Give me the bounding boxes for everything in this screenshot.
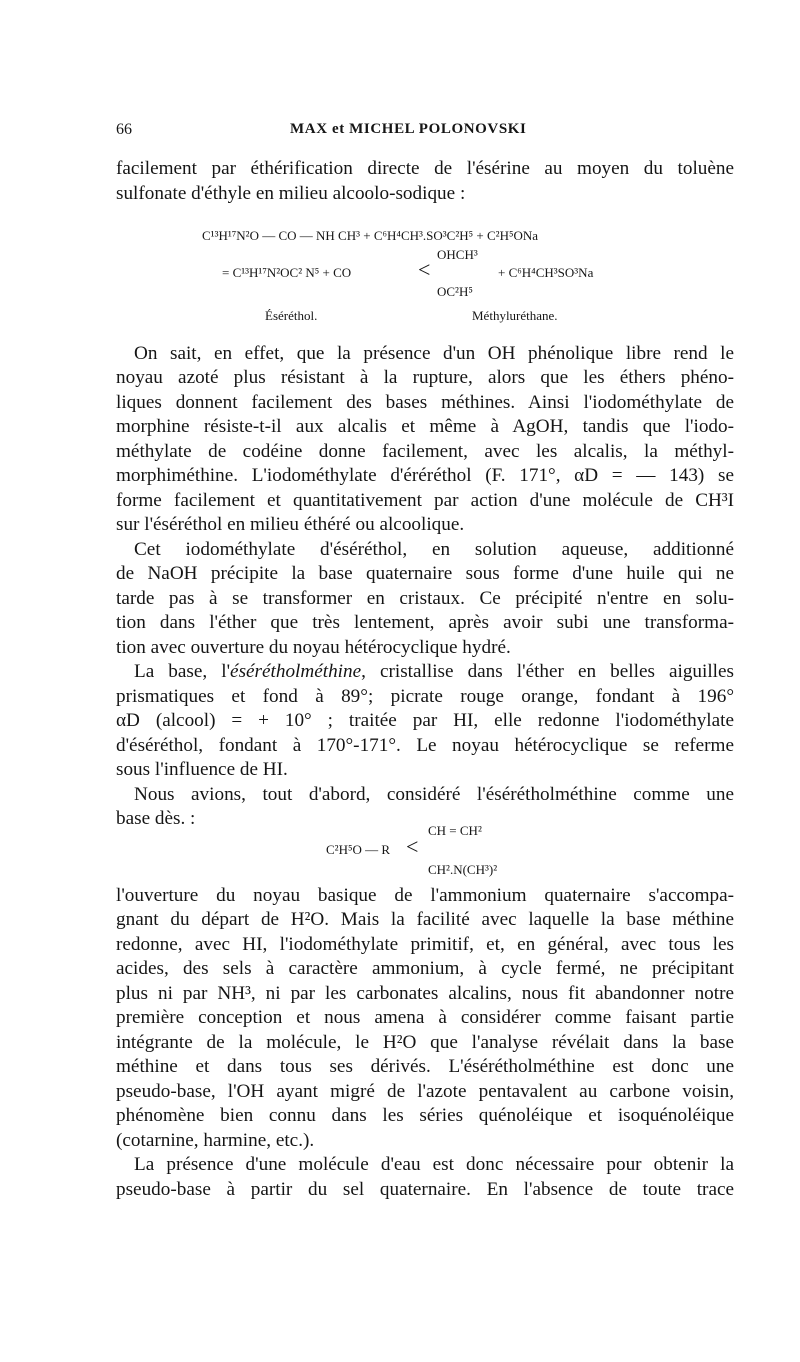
- equation-oc2h5: OC²H⁵: [437, 284, 473, 299]
- page-number: 66: [116, 121, 132, 138]
- text-line: acides, des sels à caractère ammonium, à cycle fermé, ne précipitant: [116, 958, 734, 979]
- text-line: liques donnent facilement des bases méthines. Ainsi l'iodométhylate de: [116, 392, 734, 413]
- text-line: l'ouverture du noyau basique de l'ammonium quaternaire s'accompa-: [116, 885, 734, 906]
- italic-term: ésérétholméthine: [230, 661, 362, 682]
- text-line: gnant du départ de H²O. Mais la facilité avec laquelle la base méthine: [116, 909, 734, 930]
- formula-left: C²H⁵O — R: [326, 842, 391, 857]
- brace-icon: <: [418, 257, 431, 282]
- text-line: phénomène bien connu dans les séries quénoléique et isoquénoléique: [116, 1105, 734, 1126]
- text-line: méthylate de codéine donne facilement, avec les alcalis, la méthyl-: [116, 441, 734, 462]
- formula-top: CH = CH²: [428, 823, 482, 838]
- text-line: pseudo-base, l'OH ayant migré de l'azote pentavalent au carbone voisin,: [116, 1081, 734, 1102]
- text-line: (cotarnine, harmine, etc.).: [116, 1130, 315, 1151]
- text-fragment: La base, l': [134, 661, 231, 682]
- text-line: première conception et nous amena à considérer comme faisant partie: [116, 1007, 734, 1028]
- text-fragment: , cristallise dans l'éther en belles aiguilles: [361, 661, 734, 682]
- text-line: morphine résiste-t-il aux alcalis et même à AgOH, tandis que l'iodo-: [116, 416, 734, 437]
- text-line: intégrante de la molécule, le H²O que l'analyse révélait dans la base: [116, 1032, 734, 1053]
- brace-icon: <: [406, 834, 419, 859]
- equation-product-right: + C⁶H⁴CH³SO³Na: [498, 265, 594, 280]
- text-line: sur l'éséréthol en milieu éthéré ou alcoolique.: [116, 514, 465, 535]
- text-line: sous l'influence de HI.: [116, 759, 288, 780]
- text-line: tion avec ouverture du noyau hétérocyclique hydré.: [116, 637, 511, 658]
- caption-eserethol: Éséréthol.: [265, 308, 318, 323]
- text-line: Nous avions, tout d'abord, considéré l'ésérétholméthine comme une: [134, 784, 734, 805]
- text-line: tion dans l'éther que très lentement, après avoir subi une transforma-: [116, 612, 734, 633]
- text-line: prismatiques et fond à 89°; picrate rouge orange, fondant à 196°: [116, 686, 734, 707]
- text-line: plus ni par NH³, ni par les carbonates alcalins, nous fit abandonner notre: [116, 983, 734, 1004]
- text-line: tarde pas à se transformer en cristaux. Ce précipité n'entre en solu-: [116, 588, 734, 609]
- equation-product-left: = C¹³H¹⁷N²OC² N⁵ + CO: [222, 265, 352, 280]
- text-line: d'éséréthol, fondant à 170°-171°. Le noyau hétérocyclique se referme: [116, 735, 734, 756]
- text-line: noyau azoté plus résistant à la rupture, alors que les éthers phéno-: [116, 367, 734, 388]
- formula-bottom: CH².N(CH³)²: [428, 862, 498, 877]
- text-line: On sait, en effet, que la présence d'un OH phénolique libre rend le: [134, 343, 734, 364]
- text-line: méthine et dans tous ses dérivés. L'ésérétholméthine est donc une: [116, 1056, 734, 1077]
- text-line: forme facilement et quantitativement par action d'une molécule de CH³I: [116, 490, 734, 511]
- text-line: sulfonate d'éthyle en milieu alcoolo-sodique :: [116, 183, 466, 204]
- text-line: morphiméthine. L'iodométhylate d'éréréthol (F. 171°, αD = — 143) se: [116, 465, 734, 486]
- text-line: [134, 660, 734, 685]
- equation-ohch3: OHCH³: [437, 247, 478, 262]
- page-header: [0, 121, 800, 141]
- equation-reactants: C¹³H¹⁷N²O — CO — NH CH³ + C⁶H⁴CH³.SO³C²H⁵ + C²H⁵ONa: [202, 228, 539, 243]
- text-line: facilement par éthérification directe de l'ésérine au moyen du toluène: [116, 158, 734, 179]
- text-line: redonne, avec HI, l'iodométhylate primitif, et, en général, avec tous les: [116, 934, 734, 955]
- text-line: Cet iodométhylate d'éséréthol, en solution aqueuse, additionné: [134, 539, 734, 560]
- text-line: La présence d'une molécule d'eau est donc nécessaire pour obtenir la: [134, 1154, 734, 1175]
- text-line: base dès. :: [116, 808, 196, 829]
- text-line: de NaOH précipite la base quaternaire sous forme d'une huile qui ne: [116, 563, 734, 584]
- text-line: pseudo-base à partir du sel quaternaire. En l'absence de toute trace: [116, 1179, 734, 1200]
- caption-methylurethane: Méthyluréthane.: [472, 308, 558, 323]
- text-line: αD (alcool) = + 10° ; traitée par HI, elle redonne l'iodométhylate: [116, 710, 734, 731]
- running-head: MAX et MICHEL POLONOVSKI: [290, 121, 527, 137]
